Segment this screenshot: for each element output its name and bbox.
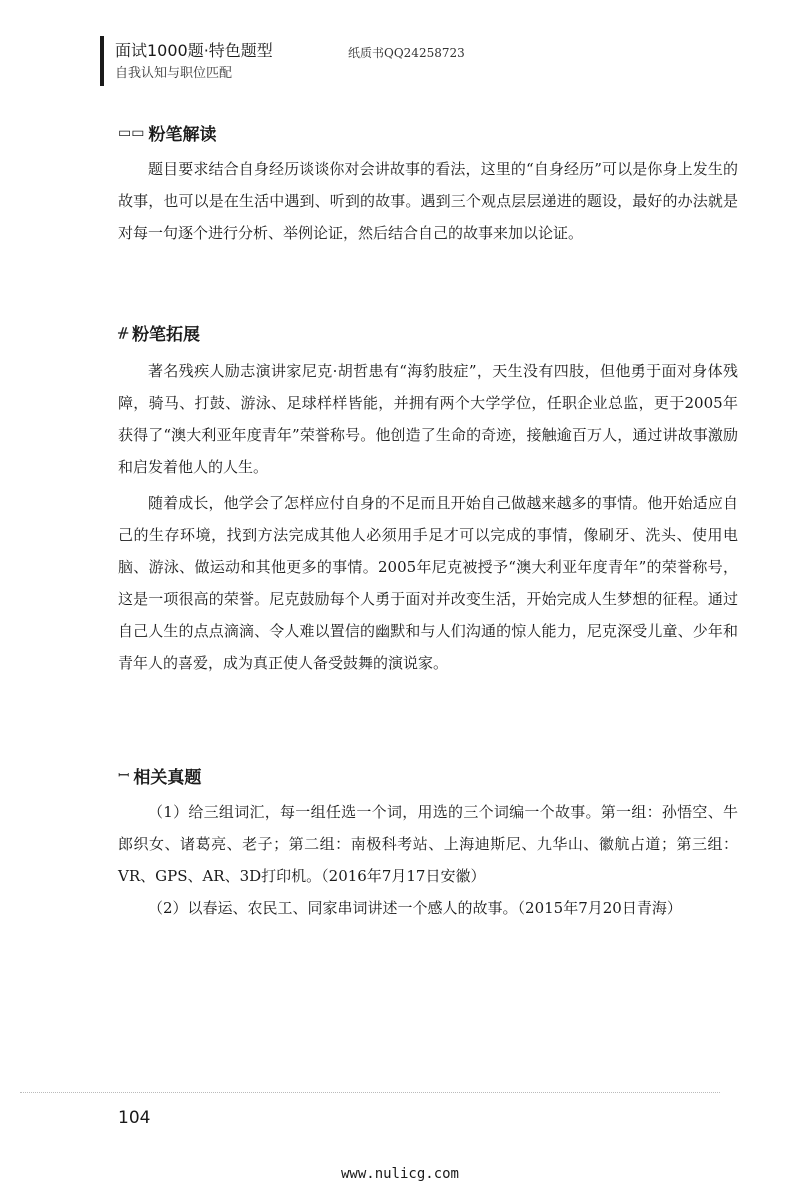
header-title: 面试1000题·特色题型 <box>115 41 273 60</box>
section-title: 相关真题 <box>133 768 202 788</box>
section-heading <box>118 320 738 345</box>
header-subtitle: 自我认知与职位匹配 <box>115 66 233 81</box>
paragraph: （2）以春运、农民工、同家串词讲述一个感人的故事。（2015年7月20日青海） <box>148 899 682 917</box>
header-rule <box>100 36 104 86</box>
section-marker-icon: ꟷ <box>118 768 130 784</box>
watermark-text: 纸质书QQ24258723 <box>348 46 465 60</box>
section-marker-icon: ᚌ <box>118 324 129 341</box>
section-title: 粉笔解读 <box>148 125 217 145</box>
paragraph: 随着成长，他学会了怎样应付自身的不足而且开始自己做越来越多的事情。他开始适应自己的生存环境，找到方法完成其他人必须用手足才可以完成的事情，像刷牙、洗头、使用电脑、游泳、做运动和其他更多的事情。2005年尼克被授予“澳大利亚年度青年”的荣誉称号，这是一项很高的荣誉。尼克鼓励每个人勇于面对并改变生活，开始完成人生梦想的征程。通过自己人生的点点滴滴、令人难以置信的幽默和与人们沟通的惊人能力，尼克深受儿童、少年和青年人的喜爱，成为真正使人备受鼓舞的演说家。 <box>118 494 738 672</box>
page-number: 104 <box>118 1108 151 1128</box>
section-heading <box>118 120 738 145</box>
section-title: 粉笔拓展 <box>132 325 201 345</box>
section-related <box>118 763 738 924</box>
paragraph: 著名残疾人励志演讲家尼克·胡哲患有“海豹肢症”，天生没有四肢，但他勇于面对身体残障，骑马、打鼓、游泳、足球样样皆能，并拥有两个大学学位，任职企业总监，更于2005年获得了“澳大利亚年度青年”荣誉称号。他创造了生命的奇迹，接触逾百万人，通过讲故事激励和启发着他人的人生。 <box>118 362 738 476</box>
paragraph: （1）给三组词汇，每一组任选一个词，用选的三个词编一个故事。第一组：孙悟空、牛郎织女、诸葛亮、老子；第二组：南极科考站、上海迪斯尼、九华山、徽航占道；第三组：VR、GPS、AR、3D打印机。（2016年7月17日安徽） <box>118 803 738 885</box>
section-heading <box>118 763 738 788</box>
section-extension <box>118 320 738 679</box>
section-analysis <box>118 120 738 249</box>
footer-divider <box>20 1092 720 1094</box>
section-marker-icon: ▭▭ <box>118 124 145 141</box>
paragraph: 题目要求结合自身经历谈谈你对会讲故事的看法，这里的“自身经历”可以是你身上发生的故事，也可以是在生活中遇到、听到的故事。遇到三个观点层层递进的题设，最好的办法就是对每一句逐个进行分析、举例论证，然后结合自己的故事来加以论证。 <box>118 160 738 242</box>
footer-url: www.nulicg.com <box>340 1166 459 1182</box>
